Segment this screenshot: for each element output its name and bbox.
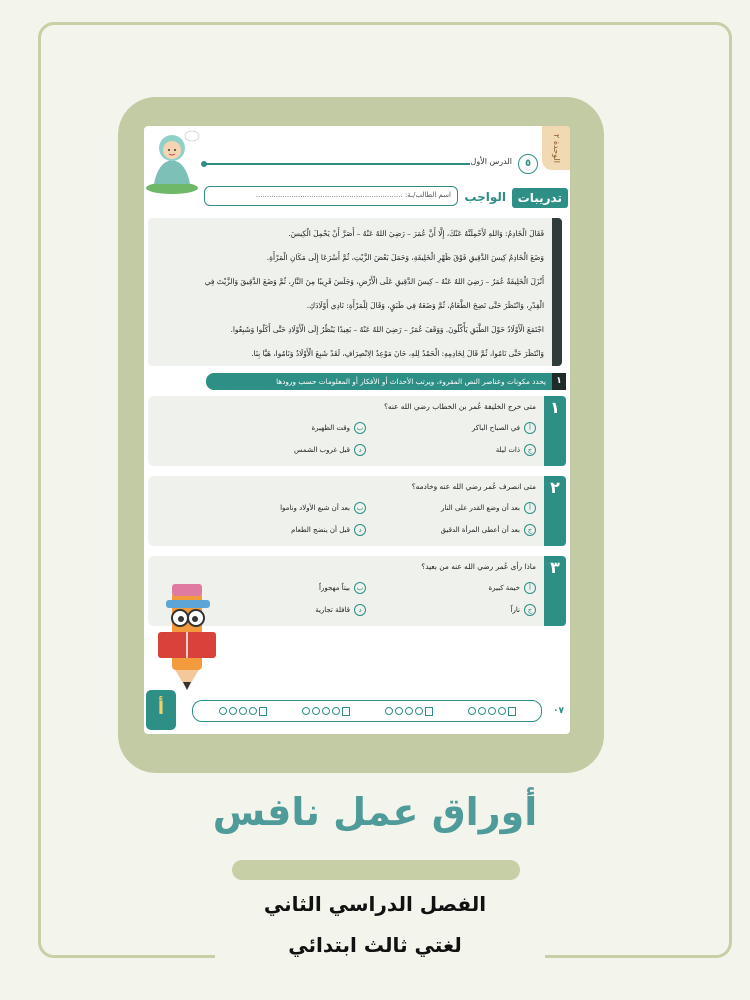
answer-option[interactable]: ج ذات ليلة <box>496 444 536 456</box>
passage-line: وَانْتَظَرَ حَتَّى نَامُوا، ثُمَّ قَالَ لِخَادِمِهِ: الْحَمْدُ لِلهِ، حَانَ مَوْعِدُ الِانْصِرَافِ، لَقَدْ شَبِعَ الْأَوْلَادُ وَنَامُوا، هَيَّا بِنَا. <box>251 349 544 358</box>
answer-option[interactable]: د قبل أن ينضج الطعام <box>291 524 366 536</box>
answer-grid <box>192 700 542 722</box>
answer-option[interactable]: ج ناراً <box>511 604 536 616</box>
question-number: ١ <box>544 396 566 466</box>
answer-option[interactable]: ب بعد أن شبع الأولاد وناموا <box>280 502 366 514</box>
answer-option[interactable]: د قافلة تجارية <box>315 604 366 616</box>
passage-line: الْقِدْرِ، وَانْتَظَرَ حَتَّى نَضِجَ الطَّعَامُ، ثُمَّ وَضَعَهُ فِي طَبَقٍ، وَقَالَ لِلْمَرْأَةِ: نَادِي أَوْلَادَكِ. <box>306 301 544 310</box>
passage-line: وَضَعَ الْخَادِمُ كِيسَ الدَّقِيقِ فَوْقَ ظَهْرِ الْخَلِيفَةِ، وَحَمَلَ بَعْضَ الزَّيْتِ، ثُمَّ أَسْرَعَا إِلَى مَكَانِ الْمَرْأَةِ. <box>266 253 544 262</box>
question-text: ماذا رأى عُمر رضي الله عنه من بعيد؟ <box>421 562 536 571</box>
unit-tab: الوحدة ٢ <box>542 126 570 170</box>
book-logo: أ <box>146 690 176 730</box>
pencil-mascot-icon <box>152 572 222 692</box>
lesson-number: ٥ <box>518 154 538 174</box>
answer-option[interactable]: د قبل غروب الشمس <box>294 444 366 456</box>
cover-subtitle-semester: الفصل الدراسي الثاني <box>263 892 487 916</box>
passage-line: اجْتَمَعَ الْأَوْلَادُ حَوْلَ الطَّبَقِ يَأْكُلُونَ. وَوَقَفَ عُمَرُ – رَضِيَ اللهُ عَنْهُ – بَعِيدًا يَنْظُرُ إِلَى الْأَوْلَادِ حَتَّى أَكَلُوا وَشَبِعُوا. <box>230 325 544 334</box>
title-underline-pill <box>232 860 520 880</box>
answer-option[interactable]: ب بيتاً مهجوراً <box>319 582 366 594</box>
tab-homework: الواجب <box>464 190 506 204</box>
question-number: ٢ <box>544 476 566 546</box>
instruction-bar <box>206 373 566 390</box>
answer-option[interactable]: أ خيمة كبيرة <box>488 582 536 594</box>
cover-subtitle-grade: لغتي ثالث ابتدائي <box>288 933 462 957</box>
question-text: متى انصرف عُمر رضي الله عنه وخادمه؟ <box>411 482 536 491</box>
question-card <box>148 396 566 466</box>
answer-option[interactable]: أ في الصباح الباكر <box>472 422 536 434</box>
cover-title: أوراق عمل نافس <box>212 790 538 834</box>
instruction-number: ١ <box>552 373 566 390</box>
lesson-title: الدرس الأول <box>470 157 512 166</box>
passage-bar <box>552 218 562 366</box>
reading-passage <box>148 218 562 366</box>
question-number: ٣ <box>544 556 566 626</box>
worksheet-preview <box>144 126 570 734</box>
answer-option[interactable]: ج بعد أن أعطى المرأة الدقيق <box>441 524 536 536</box>
tab-drills: تدريبات <box>512 188 568 208</box>
passage-line: أَنْزَلَ الْخَلِيفَةُ عُمَرُ – رَضِيَ اللهُ عَنْهُ – كِيسَ الدَّقِيقِ عَلَى الْأَرْضِ، وَجَلَسَ قَرِيبًا مِنَ النَّارِ، ثُمَّ وَضَعَ الدَّقِيقَ وَالزَّيْتَ فِي <box>204 277 544 286</box>
header-divider <box>204 163 470 165</box>
answer-option[interactable]: ب وقت الظهيرة <box>311 422 366 434</box>
instruction-text: يحدد مكونات وعناصر النص المقروء، ويرتب الأحداث أو الأفكار أو المعلومات حسب ورودها <box>276 377 546 386</box>
answer-option[interactable]: أ بعد أن وضع القدر على النار <box>441 502 536 514</box>
question-text: متى خرج الخليفة عُمر بن الخطاب رضي الله عنه؟ <box>383 402 536 411</box>
question-card <box>148 476 566 546</box>
student-name-field: اسم الطالب/ـة: .................................................................. <box>204 186 458 206</box>
page-number: ٠٧ <box>553 706 564 716</box>
passage-line: فَقَالَ الْخَادِمُ: وَاللهِ لَأَحْمِلَنَّهُ عَنْكَ، إِلَّا أَنَّ عُمَرَ – رَضِيَ اللهُ عَنْهُ – أَصَرَّ أَنْ يَحْمِلَ الْكِيسَ. <box>288 229 544 238</box>
girl-illustration-icon <box>144 126 200 196</box>
